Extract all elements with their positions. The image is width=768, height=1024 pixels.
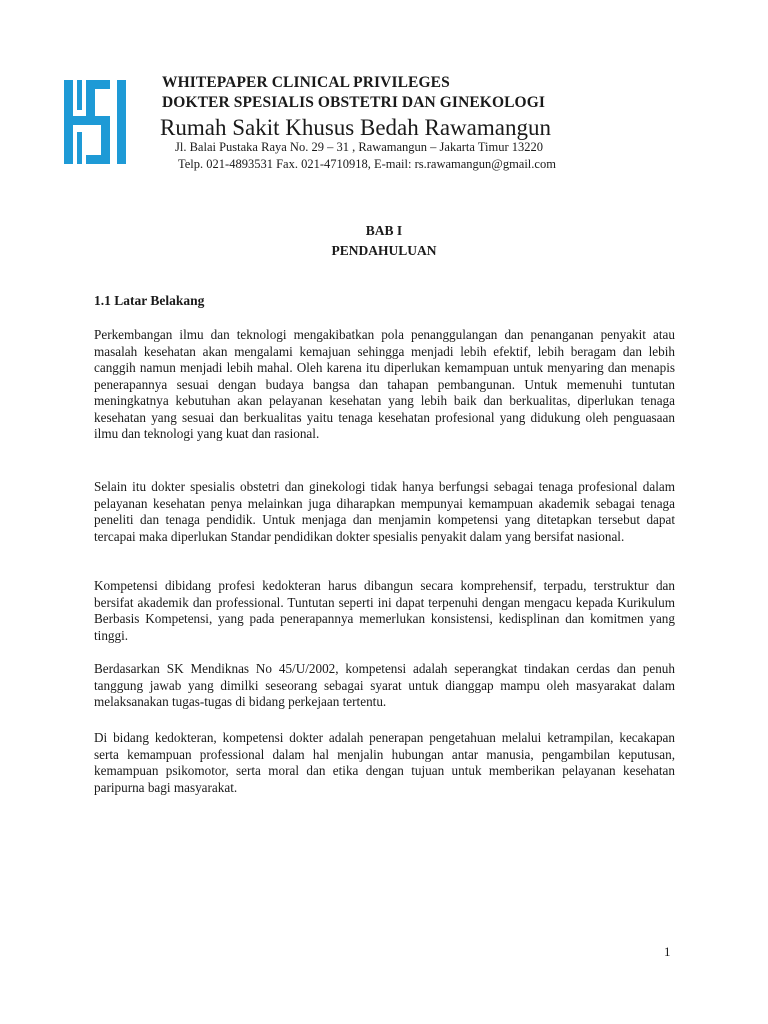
hospital-address: Jl. Balai Pustaka Raya No. 29 – 31 , Rawamangun – Jakarta Timur 13220	[175, 140, 544, 154]
body-paragraph: Selain itu dokter spesialis obstetri dan ginekologi tidak hanya berfungsi sebagai tenaga profesional dalam pelayanan kesehatan penya melainkan juga diharapkan mempunyai kemampuan akademik sebagai tenaga peneliti dan tenaga pendidik. Untuk menjaga dan menjamin kompetensi yang ditetapkan tersebut dapat tercapai maka diperlukan Standar pendidikan dokter spesialis penyakit dalam yang bersifat nasional.	[94, 479, 675, 544]
hospital-logo-icon	[64, 80, 132, 164]
section-heading: 1.1 Latar Belakang	[94, 293, 205, 308]
header-title-line2: DOKTER SPESIALIS OBSTETRI DAN GINEKOLOGI	[162, 94, 545, 111]
hospital-contact: Telp. 021-4893531 Fax. 021-4710918, E-mail: rs.rawamangun@gmail.com	[178, 157, 556, 171]
chapter-title: PENDAHULUAN	[331, 243, 437, 258]
chapter-number: BAB I	[365, 223, 403, 238]
header-title-line1: WHITEPAPER CLINICAL PRIVILEGES	[162, 74, 450, 91]
hospital-name: Rumah Sakit Khusus Bedah Rawamangun	[160, 115, 551, 140]
body-paragraph: Berdasarkan SK Mendiknas No 45/U/2002, kompetensi adalah seperangkat tindakan cerdas dan penuh tanggung jawab yang dimilki seseorang sebagai syarat untuk dianggap mampu oleh masyarakat dalam melaksanakan tugas-tugas di bidang perkejaan tertentu.	[94, 661, 675, 709]
page-number: 1	[664, 944, 671, 959]
body-paragraph: Di bidang kedokteran, kompetensi dokter adalah penerapan pengetahuan melalui ketrampilan, kecakapan serta kemampuan professional dalam hal menjalin hubungan antar manusia, pengambilan keputusan, kemampuan psikomotor, serta moral dan etika dengan tujuan untuk memberikan pelayanan kesehatan paripurna bagi masyarakat.	[94, 730, 675, 795]
body-paragraph: Perkembangan ilmu dan teknologi mengakibatkan pola penanggulangan dan penanganan penyakit atau masalah kesehatan akan mengalami kemajuan sehingga menjadi lebih efektif, lebih beragam dan lebih canggih namun menjadi lebih mahal. Oleh karena itu diperlukan kemampuan untuk menyaring dan menapis penerapannya sesuai dengan budaya bangsa dan tahapan pembangunan. Untuk memenuhi tuntutan meningkatnya kebutuhan akan pelayanan kesehatan yang lebih baik dan berkualitas, diperlukan tenaga kesehatan yang sesuai dan berkualitas yaitu tenaga kesehatan profesional yang didukung oleh penguasaan ilmu dan teknologi yang kuat dan rasional.	[94, 327, 675, 441]
body-paragraph: Kompetensi dibidang profesi kedokteran harus dibangun secara komprehensif, terpadu, terstruktur dan bersifat akademik dan professional. Tuntutan seperti ini dapat terpenuhi dengan mengacu kepada Kurikulum Berbasis Kompetensi, yang pada penerapannya memerlukan konsistensi, kedisplinan dan komitmen yang tinggi.	[94, 578, 675, 643]
